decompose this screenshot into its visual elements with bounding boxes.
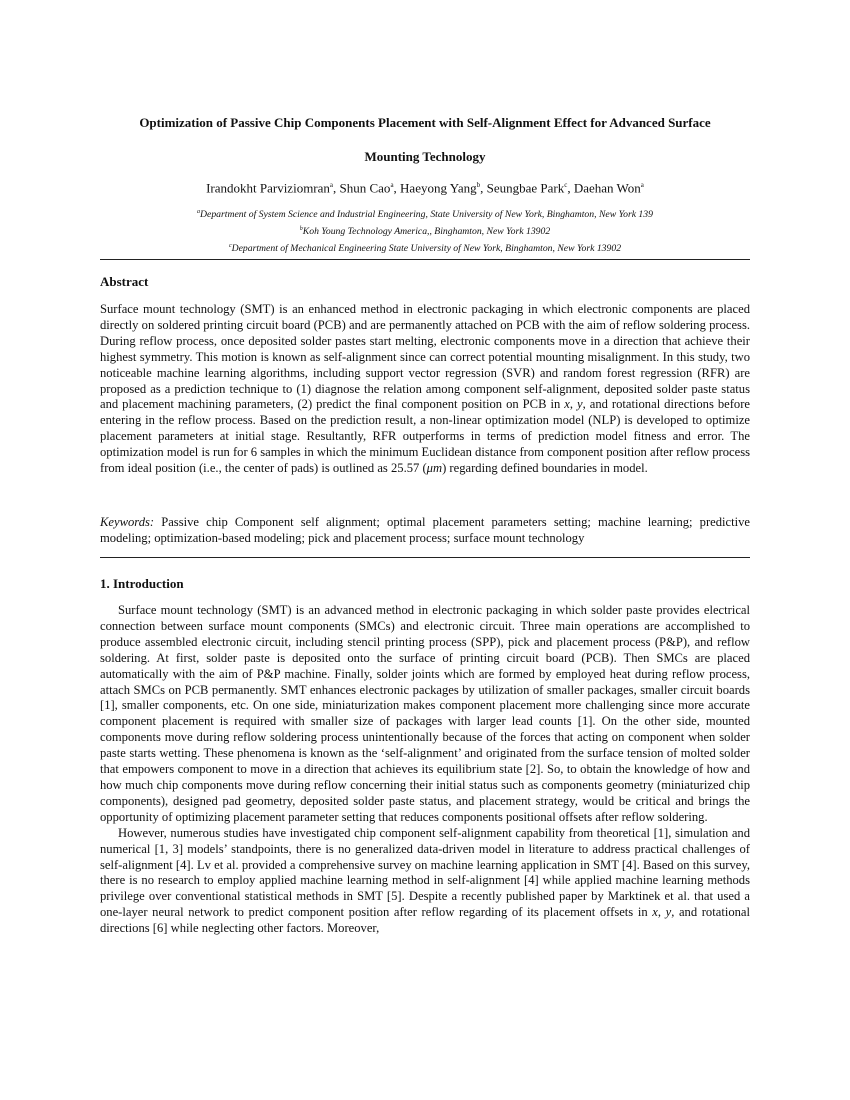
- author-list: Irandokht Parviziomran$^a$, Shun Cao$^a$, Haeyong Yang$^b$, Seungbae Park$^c$, Daehan Won$^a$: [206, 180, 644, 196]
- abstract-separator: ,: [569, 397, 578, 412]
- title-line-2: Mounting Technology: [364, 149, 486, 164]
- author-affiliation-mark: a: [390, 181, 394, 189]
- affiliation: [100, 222, 750, 239]
- keywords: [100, 515, 750, 547]
- author-name: Seungbae Park: [486, 180, 565, 196]
- affiliation-mark: c: [228, 243, 232, 250]
- introduction-paragraph: [100, 826, 750, 937]
- introduction-heading: 1. Introduction: [100, 576, 184, 591]
- author-name: Daehan Won: [573, 180, 641, 196]
- author-affiliation-mark: b: [476, 181, 481, 189]
- paragraph-text-part: However, numerous studies have investigated chip component self-alignment capability from theoretical [1], simulation and numerical [1, 3] models’ standpoints, there is no generalized data-driven model in literature to address practical challenges of self-alignment [4]. Lv et al. provided a comprehensive survey on machine learning application in SMT [4]. Based on this survey, there is no research to employ applied machine learning method in self-alignment [4] while applied machine learning methods privilege over conventional statistical methods in SMT [5]. Despite a recently published paper by Marktinek et al. that used a one-layer neural network to predict component position after reflow regarding of its placement offsets in: [100, 825, 750, 920]
- affiliation: [100, 239, 750, 256]
- affiliation-text: Department of Mechanical Engineering State University of New York, Binghamton, New York 13902: [231, 243, 622, 255]
- math-variable-x: x: [652, 905, 658, 920]
- author-name: Haeyong Yang: [400, 180, 477, 196]
- author-affiliation-mark: a: [329, 181, 334, 189]
- keywords-label: Keywords:: [100, 515, 155, 529]
- abstract-text-part: ) regarding defined boundaries in model.: [442, 461, 648, 476]
- author-name: Irandokht Parviziomran: [206, 180, 330, 196]
- paragraph-text-part: , and rotational directions [6] while neglecting other factors. Moreover,: [100, 905, 751, 936]
- affiliation-mark: b: [299, 226, 303, 233]
- author-affiliation-mark: a: [640, 181, 644, 189]
- math-variable-y: y: [665, 905, 672, 920]
- abstract-heading: Abstract: [100, 274, 149, 289]
- abstract-text-part: Surface mount technology (SMT) is an enhanced method in electronic packaging in which electronic components are placed directly on soldered printing circuit board (PCB) and are permanently attached on PCB with the aim of reflow soldering process. During reflow process, once deposited solder pastes start melting, electronic components move in a direction that achieve their highest symmetry. This motion is known as self-alignment since can correct potential mounting misalignment. In this study, two noticeable machine learning algorithms, including support vector regression (SVR) and random forest regression (RFR) are proposed as a prediction technique to (1) diagnose the relation among component self-alignment, deposited solder paste status and placement machining parameters, (2) predict the final component position on PCB in: [100, 302, 750, 412]
- introduction-paragraph: Surface mount technology (SMT) is an advanced method in electronic packaging in which solder paste provides electrical connection between surface mount components (SMCs) and electronic circuit. Three main operations are accomplished to produce assembled electronic circuit, including stencil printing process (SPP), pick and placement process (P&P), and reflow soldering. At first, solder paste is deposited onto the surface of printing circuit board (PCB). Then SMCs are placed automatically with the aim of P&P machine. Finally, solder joints which are formed by employed heat during reflow process, attach SMCs on PCB permanently. SMT enhances electronic packages by utilization of smaller packages, smaller circuit boards [1], smaller components, etc. On one side, miniaturization makes component placement more challenging since more accurate component placement is required with smaller size of packages with larger lead counts [1]. On the other side, mounted components move during reflow soldering process unintentionally because of the forces that acting on component when solder paste starts wetting. These phenomena is known as the ‘self-alignment’ and originated from the surface tension of molted solder that empowers component to move in a direction that achieves its equilibrium state [2]. So, to obtain the knowledge of how and how much chip components move during reflow concerning their initial status such as components geometry (miniaturized chip components), designed pad geometry, deposited solder paste status, and placement strategy, would be critical and brings the opportunity of optimizing placement parameter setting that reduces components positional offsets after reflow soldering.: [100, 603, 750, 824]
- affiliation-text: Department of System Science and Industrial Engineering, State University of New York, Binghamton, New York 139: [200, 209, 653, 221]
- abstract-text: [100, 302, 750, 477]
- math-variable-x: x: [564, 397, 570, 412]
- title-line-1: Optimization of Passive Chip Components Placement with Self-Alignment Effect for Advanced Surface: [139, 115, 711, 130]
- author-name: Shun Cao: [339, 180, 391, 196]
- section-divider: [100, 557, 750, 558]
- paragraph-separator: ,: [657, 905, 666, 920]
- introduction-body: [100, 603, 750, 937]
- affiliation-list: [100, 205, 750, 257]
- paper-title: [100, 106, 750, 174]
- math-variable-y: y: [577, 397, 583, 412]
- affiliation-text: Koh Young Technology America,, Binghamton, New York 13902: [302, 226, 551, 238]
- affiliation: [100, 205, 750, 222]
- keywords-text: Passive chip Component self alignment; optimal placement parameters setting; machine learning; predictive modeling; optimization-based modeling; pick and placement process; surface mount technology: [100, 515, 750, 545]
- affiliation-mark: a: [197, 209, 201, 215]
- math-unit-micrometer: μm: [426, 461, 443, 476]
- abstract-text-part: , and rotational directions before entering in the reflow process. Based on the prediction result, a non-linear optimization model (NLP) is developed to optimize placement parameters at initial stage. Resultantly, RFR outperforms in terms of prediction model fitness and error. The optimization model is run for 6 samples in which the minimum Euclidean distance from component position after reflow process from ideal position (i.e., the center of pads) is outlined as 25.57 (: [100, 397, 751, 476]
- section-divider: [100, 259, 750, 260]
- author-affiliation-mark: c: [564, 181, 568, 189]
